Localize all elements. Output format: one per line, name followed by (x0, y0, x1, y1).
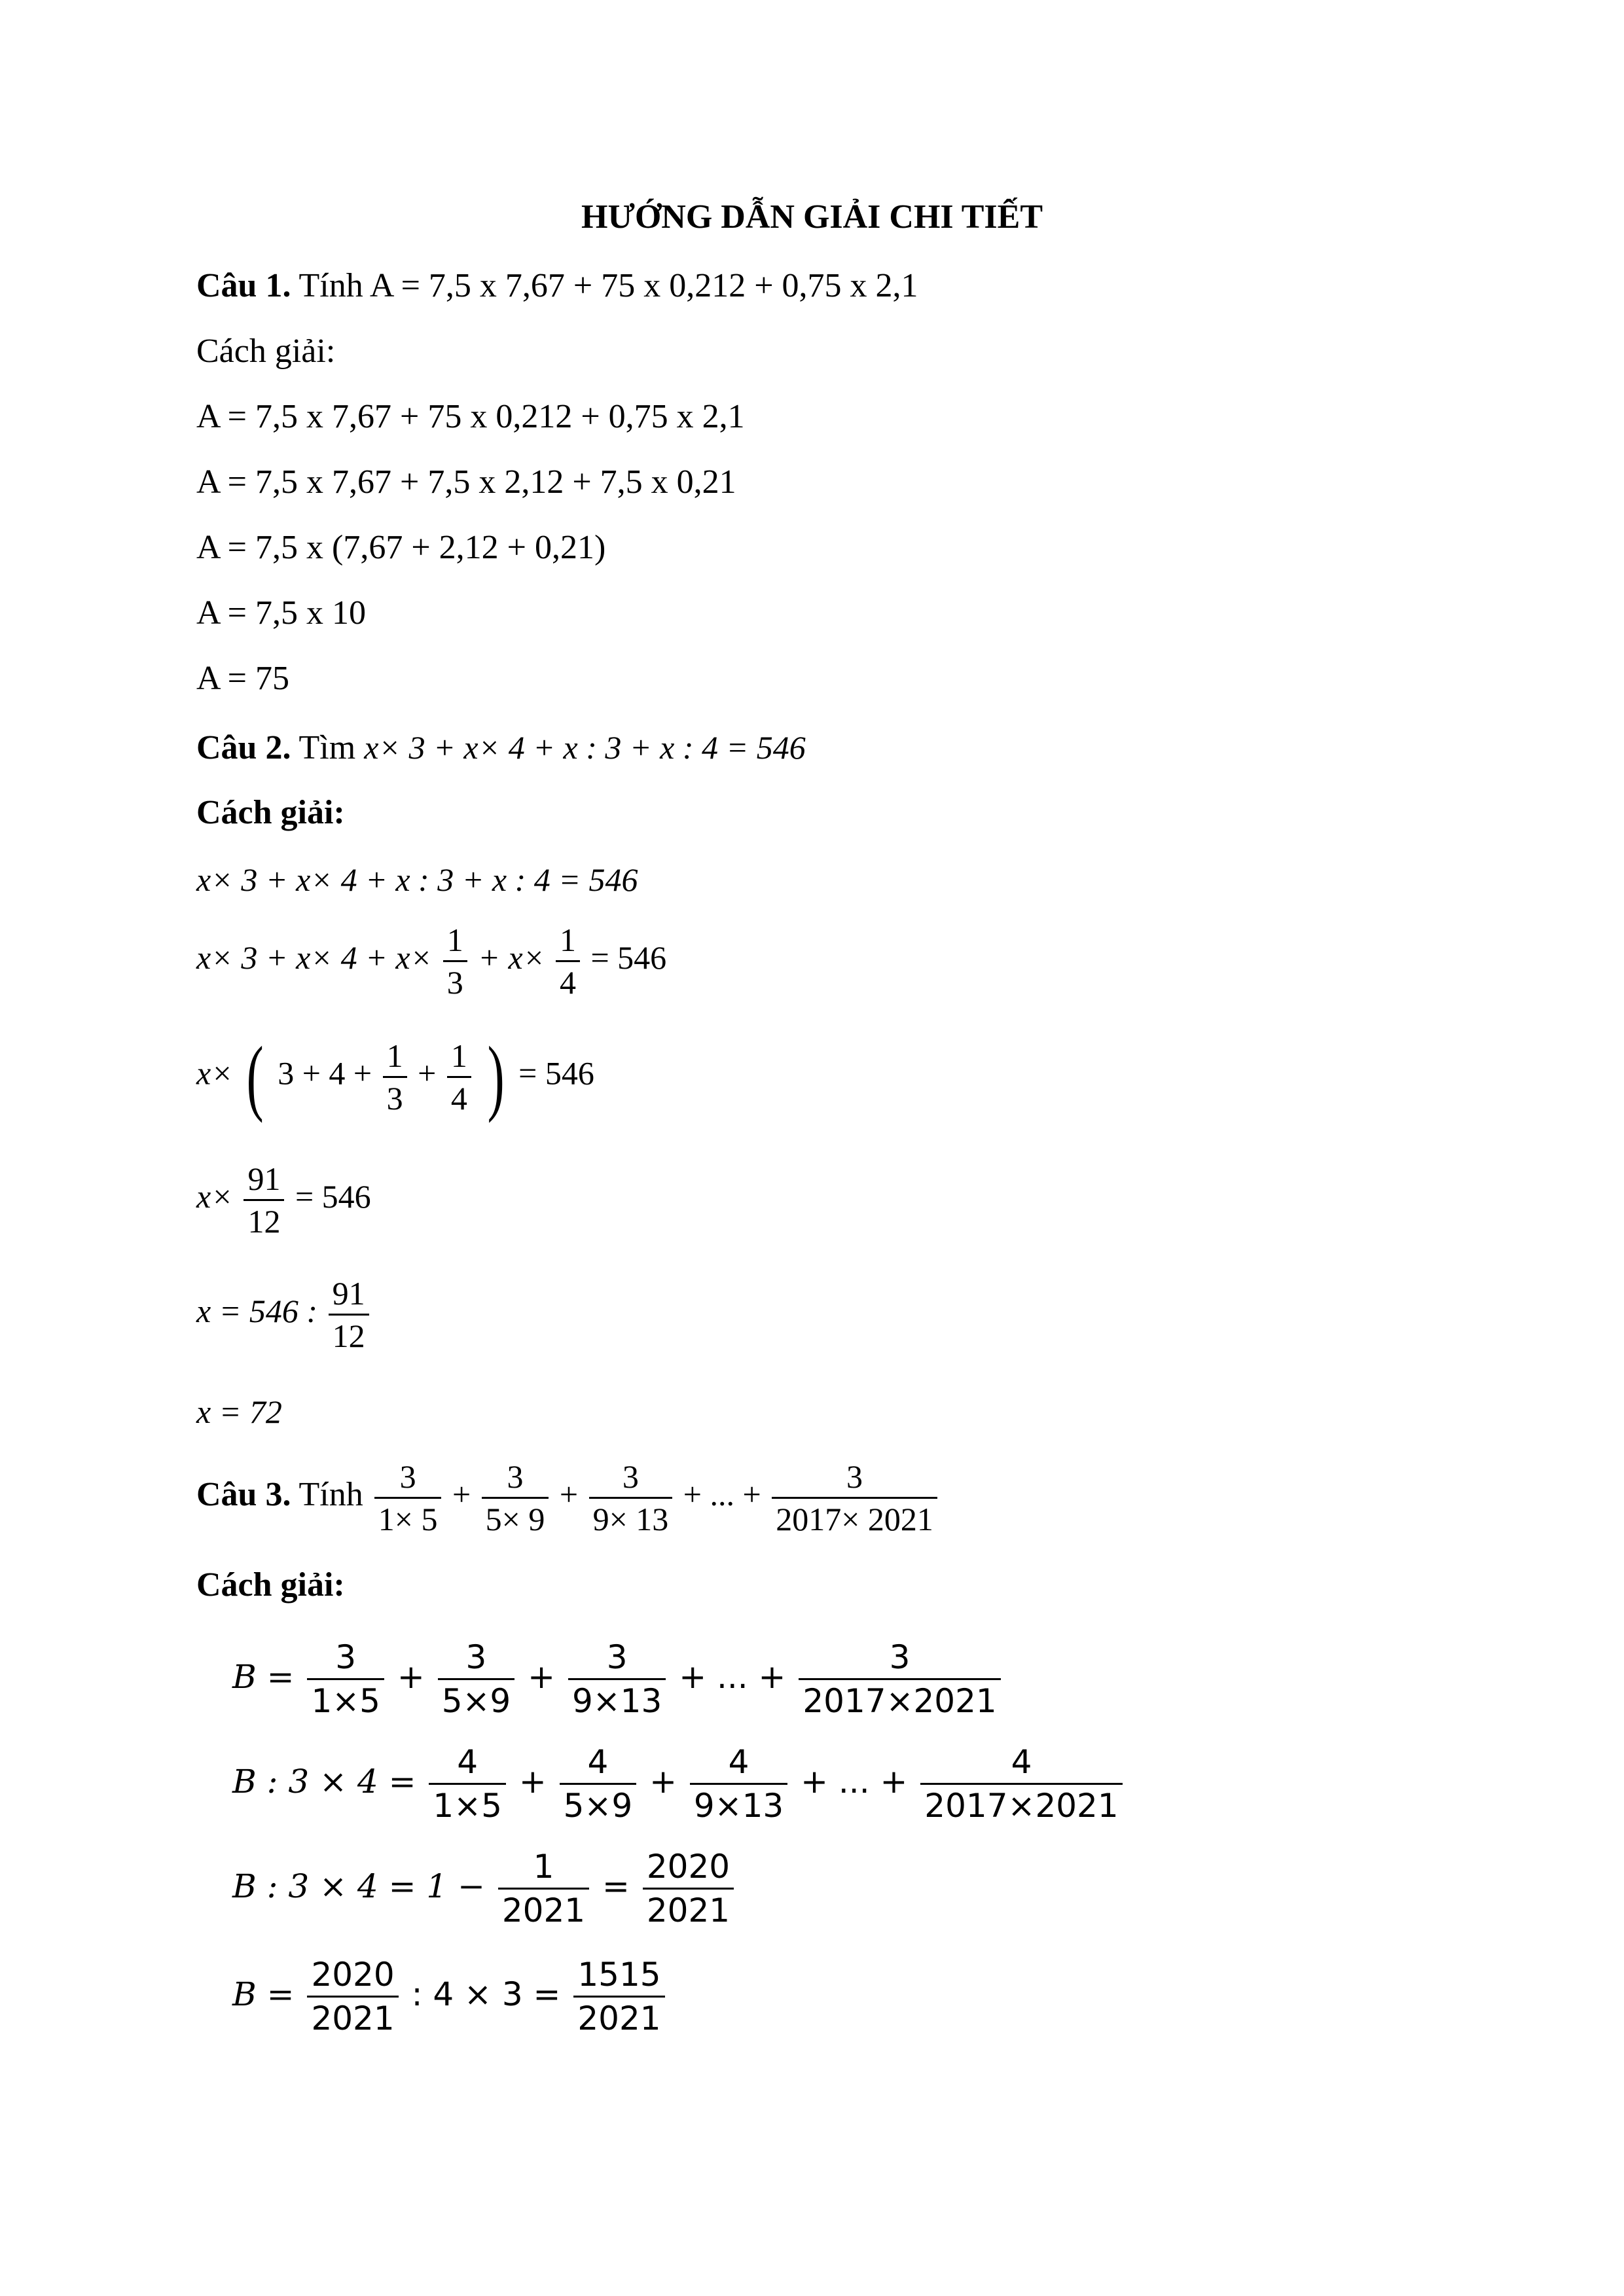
frac-den: 4 (450, 1079, 467, 1117)
frac-den: 2021 (646, 1892, 731, 1929)
q2-step3-in: 3 + 4 + (278, 1054, 372, 1092)
frac-num: 2020 (643, 1846, 734, 1890)
plus-sign: + (397, 1658, 425, 1696)
q1-label: Câu 1. (196, 267, 291, 304)
fraction (560, 1741, 637, 1827)
frac-den: 5× 9 (485, 1501, 545, 1537)
frac-den: 2017×2021 (924, 1787, 1119, 1825)
frac-den: 2017× 2021 (776, 1501, 933, 1537)
q2-step-6: x = 72 (196, 1393, 282, 1430)
q3-step-2 (232, 1741, 1125, 1827)
frac-den: 3 (446, 964, 463, 1001)
fraction-one-fourth (447, 1035, 471, 1119)
fraction-91-12 (329, 1273, 369, 1356)
frac-num: 1515 (573, 1954, 664, 1998)
q1-method: Cách giải: (196, 332, 336, 370)
q2-label: Câu 2. (196, 729, 291, 766)
q3-step3-lhs: B : 3 × 4 = 1 − (232, 1867, 485, 1905)
q1-step-2: A = 7,5 x 7,67 + 7,5 x 2,12 + 7,5 x 0,21 (196, 463, 736, 501)
fraction-3-5x9 (482, 1456, 549, 1539)
fraction-one-third (383, 1035, 407, 1119)
frac-num: 91 (244, 1158, 284, 1201)
q3-step2-lhs: B : 3 × 4 = (232, 1763, 416, 1801)
q2-step2-post: = 546 (590, 939, 667, 976)
frac-den: 9×13 (571, 1682, 662, 1720)
fraction-91-12 (244, 1158, 284, 1242)
frac-den: 1× 5 (378, 1501, 438, 1537)
frac-den: 5×9 (563, 1787, 633, 1825)
equals-sign: = (602, 1867, 630, 1905)
fraction (429, 1741, 506, 1827)
frac-den: 12 (247, 1203, 281, 1240)
q1-step-1: A = 7,5 x 7,67 + 75 x 0,212 + 0,75 x 2,1 (196, 398, 745, 435)
q3-step4-lhs: B = (232, 1975, 295, 2013)
q1-step-4: A = 7,5 x 10 (196, 594, 367, 632)
q2-method-text: Cách giải: (196, 794, 345, 831)
frac-den: 1×5 (311, 1682, 380, 1720)
q2-verb: Tìm (291, 729, 365, 766)
fraction-3-1x5 (374, 1456, 442, 1539)
q2-step2-pre: x× 3 + x× 4 + x× (196, 939, 433, 976)
frac-den: 9× 13 (592, 1501, 669, 1537)
ellipsis-sum: + ... + (683, 1475, 761, 1513)
page-title: HƯỚNG DẪN GIẢI CHI TIẾT (581, 198, 1043, 236)
frac-num: 4 (690, 1741, 787, 1785)
frac-num: 4 (560, 1741, 637, 1785)
frac-den: 2021 (577, 2000, 661, 2037)
q1-text: Tính A = 7,5 x 7,67 + 75 x 0,212 + 0,75 x 2,1 (291, 267, 918, 304)
q3-statement (196, 1456, 940, 1539)
q2-step3-plus: + (418, 1054, 437, 1092)
frac-num: 1 (383, 1035, 407, 1078)
frac-num: 3 (438, 1636, 515, 1680)
fraction-one-third (443, 920, 467, 1003)
frac-num: 3 (482, 1456, 549, 1499)
q2-step4-post: = 546 (295, 1177, 371, 1215)
fraction (438, 1636, 515, 1722)
frac-den: 3 (386, 1079, 403, 1117)
q2-step-3 (196, 1030, 594, 1124)
fraction (568, 1636, 666, 1722)
q2-method (196, 792, 345, 834)
frac-den: 1×5 (433, 1787, 502, 1825)
q2-step-4 (196, 1158, 371, 1242)
q3-step4-mid: : 4 × 3 = (411, 1975, 561, 2013)
plus-sign: + (649, 1763, 677, 1801)
q2-step-1: x× 3 + x× 4 + x : 3 + x : 4 = 546 (196, 861, 638, 898)
fraction (920, 1741, 1122, 1827)
frac-num: 3 (374, 1456, 442, 1499)
frac-num: 3 (589, 1456, 673, 1499)
q1-statement (196, 265, 918, 307)
frac-num: 1 (447, 1035, 471, 1078)
q2-step5-pre: x = 546 : (196, 1292, 318, 1329)
fraction-one-fourth (556, 920, 580, 1003)
q3-verb: Tính (291, 1475, 372, 1513)
left-paren: ( (247, 1030, 264, 1124)
frac-num: 4 (920, 1741, 1122, 1785)
frac-den: 4 (559, 964, 576, 1001)
plus-sign: + (518, 1763, 547, 1801)
fraction-3-9x13 (589, 1456, 673, 1539)
q3-method (196, 1564, 345, 1606)
q2-step-5 (196, 1273, 372, 1356)
frac-num: 3 (799, 1636, 1000, 1680)
q3-method-text: Cách giải: (196, 1566, 345, 1604)
q3-step1-lhs: B = (232, 1658, 295, 1696)
q3-label: Câu 3. (196, 1475, 291, 1513)
frac-num: 3 (307, 1636, 384, 1680)
frac-den: 9×13 (693, 1787, 784, 1825)
q2-step-2 (196, 920, 666, 1003)
ellipsis-sum: + ... + (801, 1763, 908, 1801)
fraction (573, 1954, 664, 2039)
ellipsis-sum: + ... + (679, 1658, 786, 1696)
q2-equation: x× 3 + x× 4 + x : 3 + x : 4 = 546 (364, 729, 806, 766)
frac-den: 2021 (311, 2000, 395, 2037)
fraction (307, 1636, 384, 1722)
plus-sign: + (452, 1475, 471, 1513)
fraction-3-2017x2021 (772, 1456, 937, 1539)
frac-den: 5×9 (441, 1682, 511, 1720)
fraction (307, 1954, 398, 2039)
q1-step-5: A = 75 (196, 660, 290, 697)
frac-den: 2017×2021 (803, 1682, 997, 1720)
frac-num: 3 (568, 1636, 666, 1680)
frac-num: 2020 (307, 1954, 398, 1998)
q2-step3-post: = 546 (518, 1054, 594, 1092)
plus-sign: + (528, 1658, 556, 1696)
q2-step2-mid: + x× (478, 939, 545, 976)
right-paren: ) (488, 1030, 505, 1124)
frac-num: 91 (329, 1273, 369, 1316)
frac-num: 1 (498, 1846, 589, 1890)
q3-step-3 (232, 1846, 736, 1931)
q3-step-1 (232, 1636, 1003, 1722)
fraction (498, 1846, 589, 1931)
q2-statement (196, 726, 806, 769)
q2-step3-pre: x× (196, 1054, 233, 1092)
frac-num: 1 (556, 920, 580, 962)
q3-step-4 (232, 1954, 668, 2039)
q2-step4-pre: x× (196, 1177, 233, 1215)
q1-step-3: A = 7,5 x (7,67 + 2,12 + 0,21) (196, 529, 606, 566)
fraction (643, 1846, 734, 1931)
fraction (690, 1741, 787, 1827)
frac-num: 4 (429, 1741, 506, 1785)
frac-den: 12 (332, 1318, 365, 1354)
frac-den: 2021 (501, 1892, 586, 1929)
plus-sign: + (559, 1475, 579, 1513)
frac-num: 3 (772, 1456, 937, 1499)
fraction (799, 1636, 1000, 1722)
frac-num: 1 (443, 920, 467, 962)
